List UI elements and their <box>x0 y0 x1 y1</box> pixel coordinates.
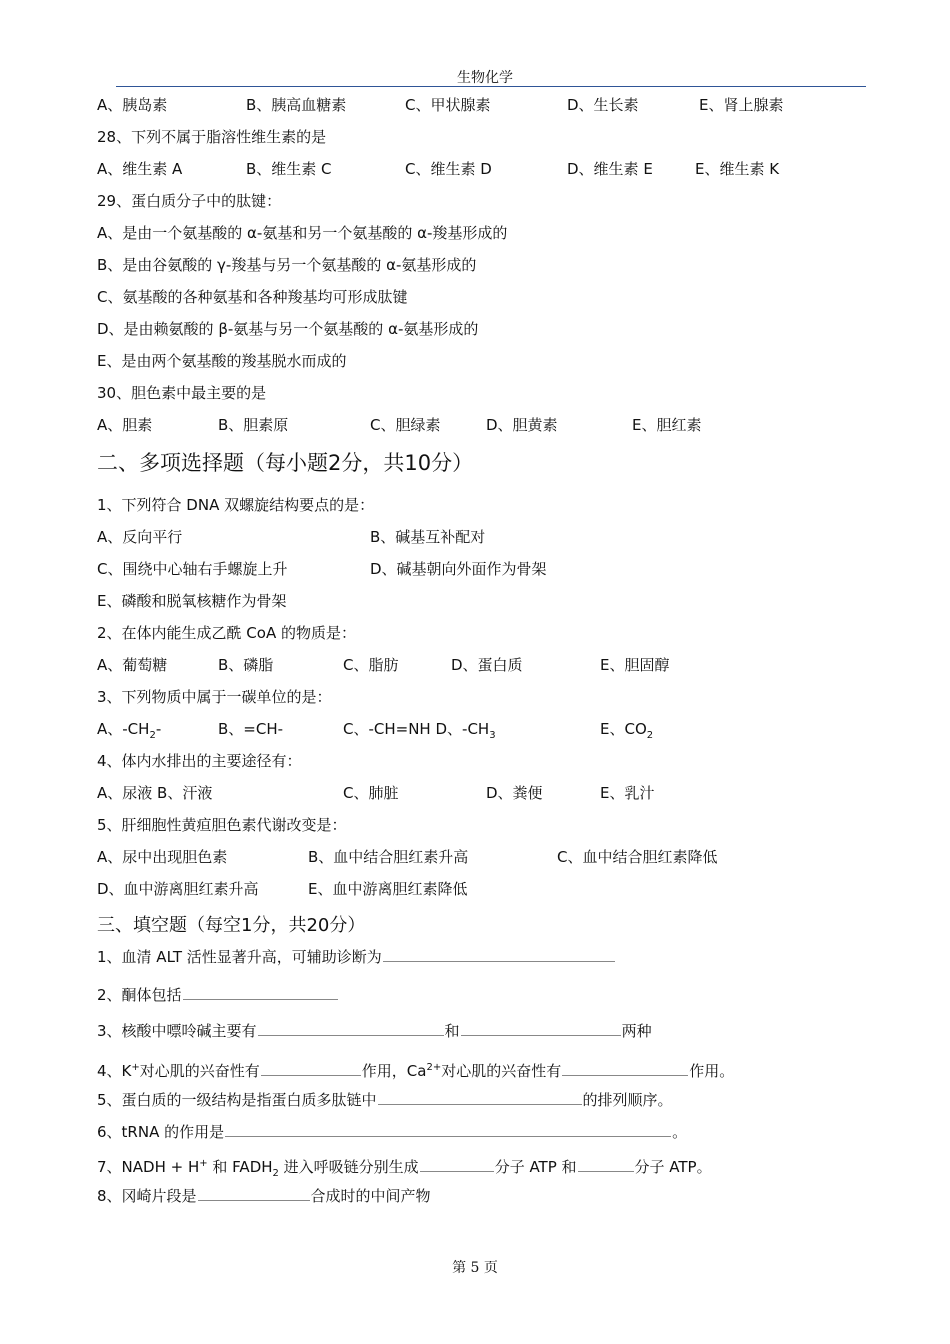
option: A、$-CH_2-$ <box>97 720 162 741</box>
option: A、尿中出现胆色素 <box>97 848 228 866</box>
option: D、胆黄素 <box>486 416 558 434</box>
fill-question: 4、K+对心肌的兴奋性有 作用，$Ca^{2+}$对心肌的兴奋性有 作用。 <box>97 1062 735 1080</box>
page-number: 5 <box>470 1260 480 1276</box>
option: B、血中结合胆红素升高 <box>308 848 469 866</box>
option: E、血中游离胆红素降低 <box>308 880 468 898</box>
question-stem: 3、下列物质中属于一碳单位的是： <box>97 688 332 706</box>
option: D、血中游离胆红素升高 <box>97 880 259 898</box>
option: A、胰岛素 <box>97 96 168 114</box>
option: C、肺脏 <box>343 784 399 802</box>
option: A、葡萄糖 <box>97 656 168 674</box>
option: A、胆素 <box>97 416 153 434</box>
answer-blank <box>183 999 338 1000</box>
header-rule <box>116 86 866 87</box>
option: E、肾上腺素 <box>699 96 784 114</box>
answer-blank <box>258 1035 444 1036</box>
answer-blank <box>261 1075 361 1076</box>
answer-blank <box>198 1200 310 1201</box>
answer-blank <box>378 1104 582 1105</box>
option: C、血中结合胆红素降低 <box>557 848 718 866</box>
option: E、$CO_2$ <box>600 720 654 741</box>
fill-question: 5、蛋白质的一级结构是指蛋白质多肽链中 的排列顺序。 <box>97 1091 673 1109</box>
option: D、蛋白质 <box>451 656 523 674</box>
answer-blank <box>383 961 615 962</box>
header-title: 生物化学 <box>457 70 513 86</box>
option: D、生长素 <box>567 96 639 114</box>
question-stem: 28、下列不属于脂溶性维生素的是 <box>97 128 327 146</box>
option: D、是由赖氨酸的 β-氨基与另一个氨基酸的 α-氨基形成的 <box>97 320 479 338</box>
option: E、磷酸和脱氧核糖作为骨架 <box>97 592 287 610</box>
option: E、胆固醇 <box>600 656 670 674</box>
option: A、维生素 A <box>97 160 183 178</box>
fill-question: 6、tRNA 的作用是 。 <box>97 1123 688 1141</box>
answer-blank <box>578 1171 634 1172</box>
option: C、甲状腺素 <box>405 96 491 114</box>
option: E、胆红素 <box>632 416 702 434</box>
answer-blank <box>562 1075 688 1076</box>
option: E、是由两个氨基酸的羧基脱水而成的 <box>97 352 347 370</box>
fill-question: 2、酮体包括 <box>97 985 339 1005</box>
option: C、维生素 D <box>405 160 492 178</box>
answer-blank <box>420 1171 494 1172</box>
option: C、-CH=NH D、$-CH_3$ <box>343 720 496 741</box>
option: A、尿液 B、汗液 <box>97 784 213 802</box>
option: C、围绕中心轴右手螺旋上升 <box>97 560 288 578</box>
option: B、碱基互补配对 <box>370 528 486 546</box>
question-stem: 1、下列符合 DNA 双螺旋结构要点的是： <box>97 496 375 514</box>
question-stem: 5、肝细胞性黄疸胆色素代谢改变是： <box>97 816 347 834</box>
page-footer: 第 5 页 <box>452 1260 498 1276</box>
option: E、维生素 K <box>695 160 780 178</box>
question-stem: 30、胆色素中最主要的是 <box>97 384 267 402</box>
option: E、乳汁 <box>600 784 655 802</box>
option: A、反向平行 <box>97 528 183 546</box>
option: A、是由一个氨基酸的 α-氨基和另一个氨基酸的 α-羧基形成的 <box>97 224 508 242</box>
option: B、磷脂 <box>218 656 274 674</box>
fill-question: 7、NADH + H+ 和 $FADH_2$ 进入呼吸链分别生成 分子 ATP 和 分子 ATP。 <box>97 1158 712 1179</box>
option: B、胆素原 <box>218 416 289 434</box>
question-stem: 29、蛋白质分子中的肽键： <box>97 192 282 210</box>
fill-question: 3、核酸中嘌呤碱主要有 和 两种 <box>97 1022 652 1040</box>
section-title: 三、填空题（每空1分，共20分） <box>97 915 366 936</box>
option: C、氨基酸的各种氨基和各种羧基均可形成肽键 <box>97 288 408 306</box>
option: C、脂肪 <box>343 656 399 674</box>
question-stem: 2、在体内能生成乙酰 CoA 的物质是： <box>97 624 356 642</box>
section-title: 二、多项选择题（每小题2分，共10分） <box>97 451 474 475</box>
option: B、=CH- <box>218 720 284 738</box>
option: B、是由谷氨酸的 γ-羧基与另一个氨基酸的 α-氨基形成的 <box>97 256 477 274</box>
answer-blank <box>461 1035 621 1036</box>
option: C、胆绿素 <box>370 416 441 434</box>
fill-question: 1、血清 ALT 活性显著升高，可辅助诊断为 <box>97 947 616 967</box>
question-stem: 4、体内水排出的主要途径有： <box>97 752 302 770</box>
option: D、粪便 <box>486 784 543 802</box>
option: D、碱基朝向外面作为骨架 <box>370 560 547 578</box>
option: D、维生素 E <box>567 160 653 178</box>
answer-blank <box>225 1136 671 1137</box>
option: B、维生素 C <box>246 160 332 178</box>
option: B、胰高血糖素 <box>246 96 347 114</box>
fill-question: 8、冈崎片段是 合成时的中间产物 <box>97 1187 431 1205</box>
